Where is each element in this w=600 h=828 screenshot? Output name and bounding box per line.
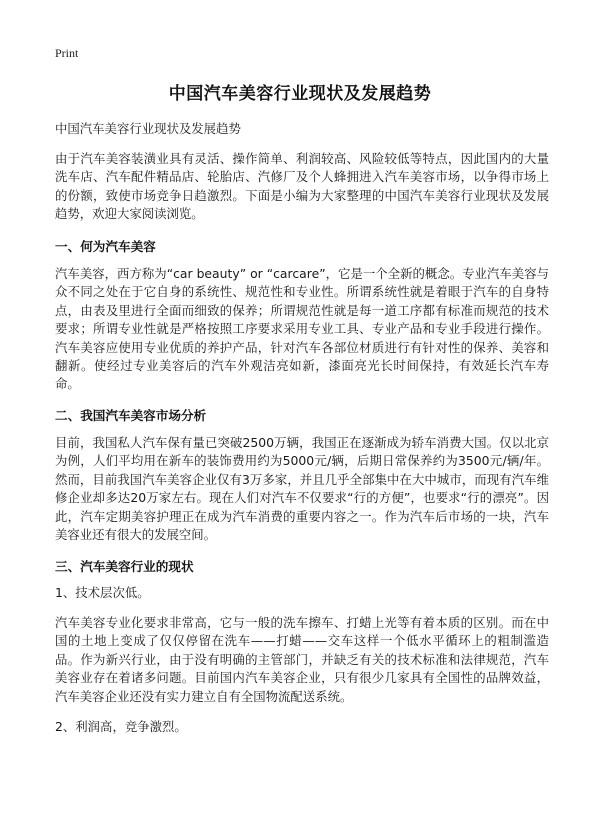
section-heading-what-is-car-beauty: 一、何为汽车美容 [55, 239, 156, 254]
intro-paragraph: 由于汽车美容装潢业具有灵活、操作简单、利润较高、风险较低等特点，因此国内的大量洗车店、汽车配件精品店、轮胎店、汽修厂及个人蜂拥进入汽车美容市场，以争得市场上的份额，致使市场竞争日趋激烈。下面是小编为大家整理的中国汽车美容行业现状及发展趋势，欢迎大家阅读浏览。 [55, 151, 549, 222]
item-label-high-profit-competition: 2、利润高，竞争激烈。 [55, 719, 187, 734]
item-label-low-tech-level: 1、技术层次低。 [55, 585, 150, 600]
section-body-what-is-car-beauty: 汽车美容，西方称为“car beauty” or “carcare”，它是一个全新的概念。专业汽车美容与众不同之处在于它自身的系统性、规范性和专业性。所谓系统性就是着眼于汽车的自身特点，由表及里进行全面而细致的保养；所谓规范性就是每一道工序都有标准而规范的技术要求；所谓专业性就是严格按照工序要求采用专业工具、专业产品和专业手段进行操作。汽车美容应使用专业优质的养护产品，针对汽车各部位材质进行有针对性的保养、美容和翻新。使经过专业美容后的汽车外观洁亮如新，漆面亮光长时间保持，有效延长汽车寿命。 [55, 266, 549, 392]
item-body-low-tech-level: 汽车美容专业化要求非常高，它与一般的洗车擦车、打蜡上光等有着本质的区别。而在中国的土地上变成了仅仅停留在洗车——打蜡——交车这样一个低水平循环上的粗制滥造品。作为新兴行业，由于没有明确的主管部门，并缺乏有关的技术标准和法律规范，汽车美容业存在着诸多问题。目前国内汽车美容企业，只有很少几家具有全国性的品牌效益，汽车美容企业还没有实力建立自有全国物流配送系统。 [55, 615, 549, 704]
section-body-market-analysis: 目前，我国私人汽车保有量已突破2500万辆，我国正在逐渐成为轿车消费大国。仅以北京为例，人们平均用在新车的装饰费用约为5000元/辆，后期日常保养约为3500元/辆/年。然而，目前我国汽车美容企业仅有3万多家，并且几乎全部集中在大中城市，而现有汽车维修企业却多达20万家左右。现在人们对汽车不仅要求“行的方便”，也要求“行的漂亮”。因此，汽车定期美容护理正在成为汽车消费的重要内容之一。作为汽车后市场的一块，汽车美容业还有很大的发展空间。 [55, 435, 549, 543]
print-label[interactable]: Print [55, 46, 79, 60]
section-heading-industry-status: 三、汽车美容行业的现状 [55, 559, 194, 574]
section-heading-market-analysis: 二、我国汽车美容市场分析 [55, 408, 207, 423]
document-subtitle: 中国汽车美容行业现状及发展趋势 [55, 121, 241, 136]
document-title: 中国汽车美容行业现状及发展趋势 [168, 84, 432, 104]
